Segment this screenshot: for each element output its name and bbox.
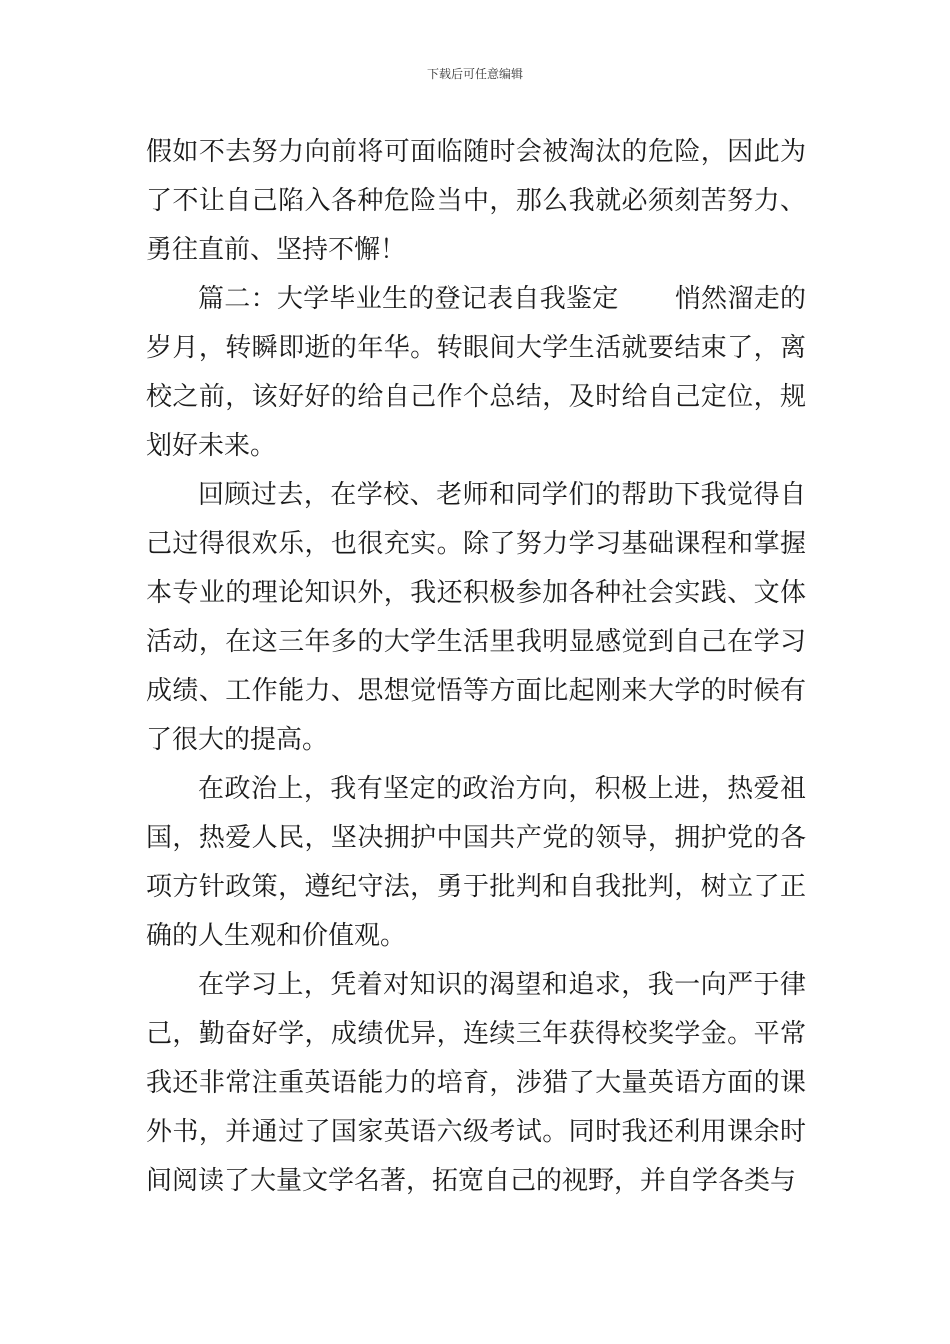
section-title: 篇二：大学毕业生的登记表自我鉴定: [198, 284, 619, 314]
paragraph-5: 在学习上，凭着对知识的渴望和追求，我一向严于律己，勤奋好学，成绩优异，连续三年获得校奖学金。平常我还非常注重英语能力的培育，涉猎了大量英语方面的课外书，并通过了国家英语六级考试。同时我还利用课余时间阅读了大量文学名著，拓宽自己的视野，并自学各类与: [146, 970, 806, 1196]
document-body: [146, 128, 806, 1206]
page-header: 下载后可任意编辑: [426, 67, 523, 81]
paragraph-2: [146, 275, 806, 471]
paragraph-1: 假如不去努力向前将可面临随时会被淘汰的危险，因此为了不让自己陷入各种危险当中，那么我就必须刻苦努力、勇往直前、坚持不懈！: [146, 137, 806, 265]
paragraph-4: 在政治上，我有坚定的政治方向，积极上进，热爱祖国，热爱人民，坚决拥护中国共产党的领导，拥护党的各项方针政策，遵纪守法，勇于批判和自我批判，树立了正确的人生观和价值观。: [146, 774, 806, 951]
paragraph-2-text: 悄然溜走的岁月，转瞬即逝的年华。转眼间大学生活就要结束了，离校之前，该好好的给自己作个总结，及时给自己定位，规划好未来。: [146, 284, 806, 461]
paragraph-3: 回顾过去，在学校、老师和同学们的帮助下我觉得自己过得很欢乐，也很充实。除了努力学习基础课程和掌握本专业的理论知识外，我还积极参加各种社会实践、文体活动，在这三年多的大学生活里我明显感觉到自己在学习成绩、工作能力、思想觉悟等方面比起刚来大学的时候有了很大的提高。: [146, 480, 806, 755]
